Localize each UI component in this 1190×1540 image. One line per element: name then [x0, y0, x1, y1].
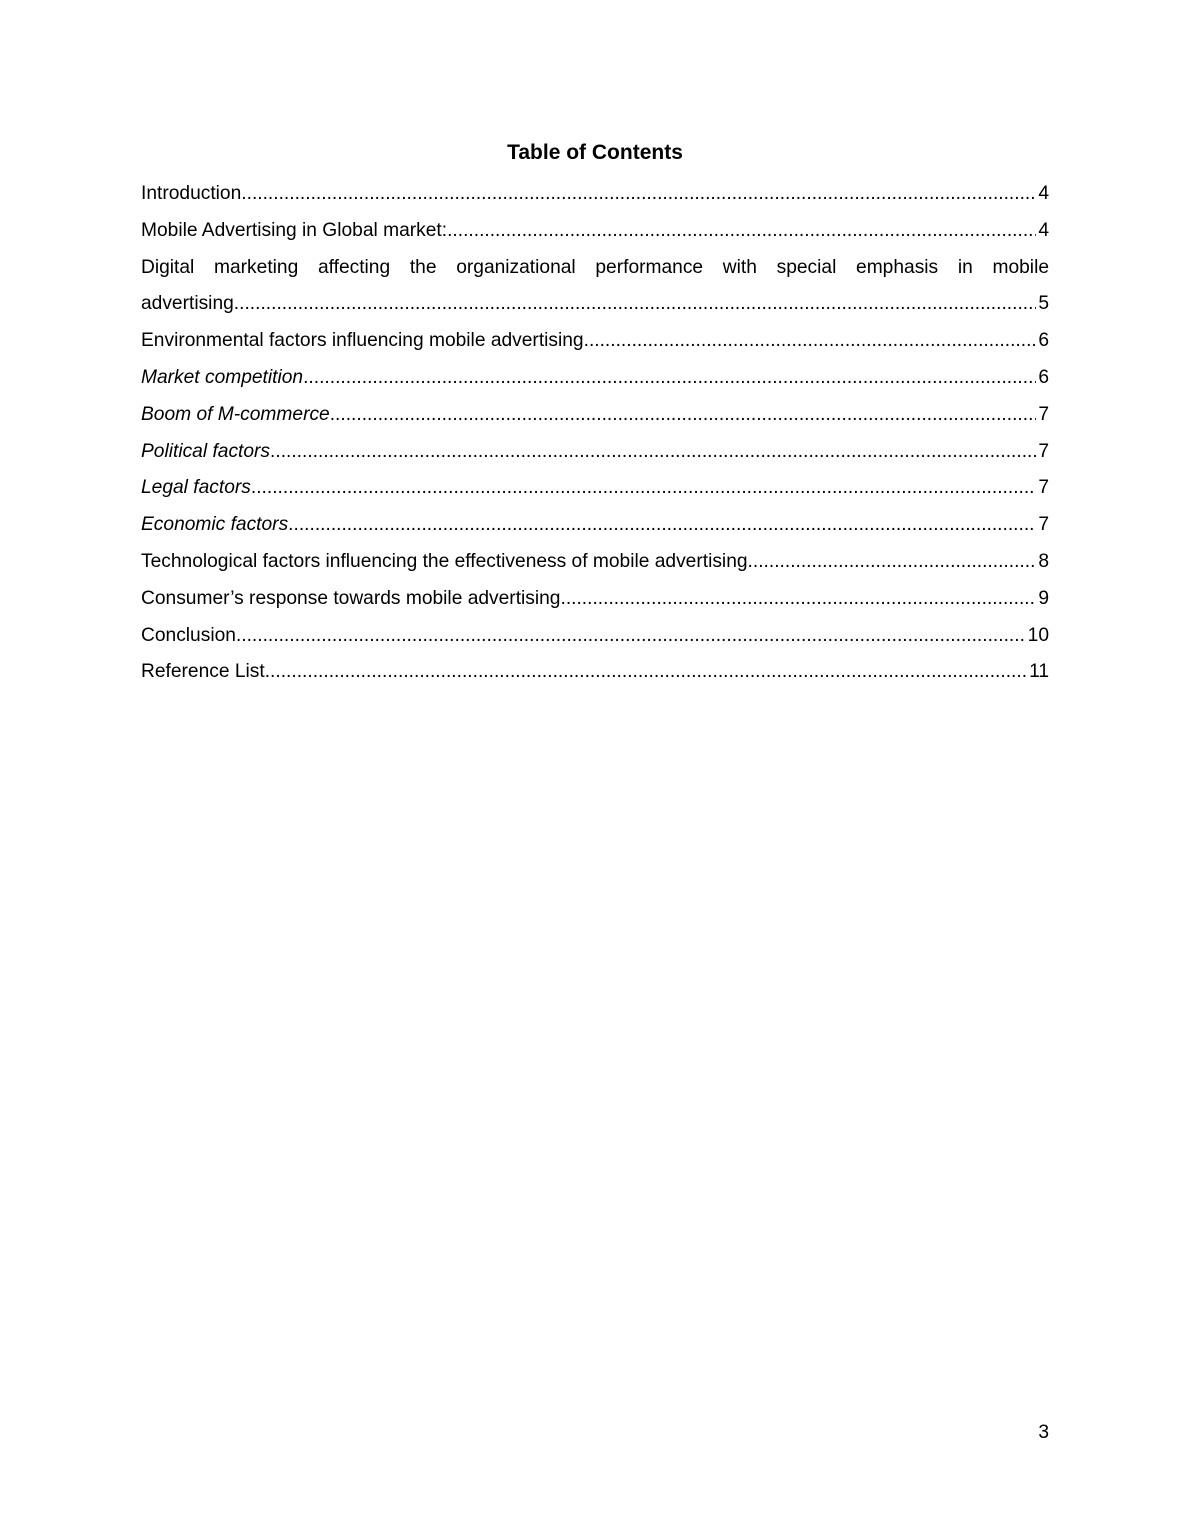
toc-entry-economic-factors[interactable]: [141, 507, 1049, 544]
toc-entry-page: 7: [1038, 514, 1049, 536]
toc-entry-label: Legal factors: [141, 477, 251, 499]
toc-entry-label: Conclusion: [141, 624, 236, 646]
toc-entry-page: 8: [1038, 550, 1049, 572]
toc-entry-line2: [141, 286, 1049, 323]
toc-dot-leader: [241, 176, 1036, 213]
toc-entry-label: Consumer’s response towards mobile advertising: [141, 587, 561, 609]
toc-dot-leader: [288, 507, 1036, 544]
toc-entry-page: 11: [1029, 661, 1049, 683]
toc-entry-political-factors[interactable]: [141, 434, 1049, 471]
toc-dot-leader: [560, 581, 1036, 618]
toc-entry-boom-of-m-commerce[interactable]: [141, 397, 1049, 434]
toc-entry-introduction[interactable]: [141, 176, 1049, 213]
toc-entry-legal-factors[interactable]: [141, 470, 1049, 507]
toc-dot-leader: [303, 360, 1036, 397]
page-number: 3: [1038, 1422, 1049, 1443]
toc-dot-leader: [251, 470, 1036, 507]
toc-entry-page: 10: [1027, 624, 1049, 646]
toc-dot-leader: [748, 544, 1037, 581]
toc-entry-mobile-advertising-global[interactable]: [141, 213, 1049, 250]
toc-entry-page: 6: [1038, 366, 1049, 388]
toc-entry-page: 9: [1038, 587, 1049, 609]
toc-dot-leader: [234, 286, 1037, 323]
toc-entry-page: 4: [1038, 219, 1049, 241]
toc-entry-label: advertising: [141, 293, 234, 315]
toc-entry-label: Political factors: [141, 440, 271, 462]
toc-entry-page: 7: [1038, 403, 1049, 425]
toc-dot-leader: [270, 434, 1036, 471]
toc-entry-page: 5: [1038, 293, 1049, 315]
toc-entry-label: Market competition: [141, 366, 304, 388]
toc-dot-leader: [236, 618, 1026, 655]
toc-entry-label: Reference List: [141, 661, 265, 683]
toc-entry-label: Economic factors: [141, 514, 289, 536]
toc-entry-conclusion[interactable]: [141, 618, 1049, 655]
toc-entry-page: 7: [1038, 477, 1049, 499]
toc-entry-market-competition[interactable]: [141, 360, 1049, 397]
toc-entry-label: Boom of M-commerce: [141, 403, 330, 425]
toc-entry-consumer-response[interactable]: [141, 581, 1049, 618]
toc-entry-label-line1: Digital marketing affecting the organizational performance with special emphasis in mobile: [141, 256, 1049, 278]
toc-entry-environmental-factors[interactable]: [141, 323, 1049, 360]
toc-dot-leader: [330, 397, 1037, 434]
toc-entry-label: Environmental factors influencing mobile advertising: [141, 330, 584, 352]
toc-entry-label: Introduction: [141, 183, 242, 204]
toc-dot-leader: [265, 654, 1027, 691]
toc-entry-page: 7: [1038, 440, 1049, 462]
toc-entry-label: Technological factors influencing the effectiveness of mobile advertising: [141, 550, 748, 572]
toc-entry-technological-factors[interactable]: [141, 544, 1049, 581]
toc-entry-reference-list[interactable]: [141, 654, 1049, 691]
toc-entry-label: Mobile Advertising in Global market:: [141, 219, 448, 241]
table-of-contents: [141, 176, 1049, 691]
toc-dot-leader: [447, 213, 1036, 250]
toc-title: Table of Contents: [507, 141, 683, 164]
toc-entry-page: 6: [1038, 330, 1049, 352]
toc-entry-page: 4: [1038, 183, 1049, 204]
toc-dot-leader: [584, 323, 1037, 360]
toc-entry-digital-marketing[interactable]: [141, 250, 1049, 324]
